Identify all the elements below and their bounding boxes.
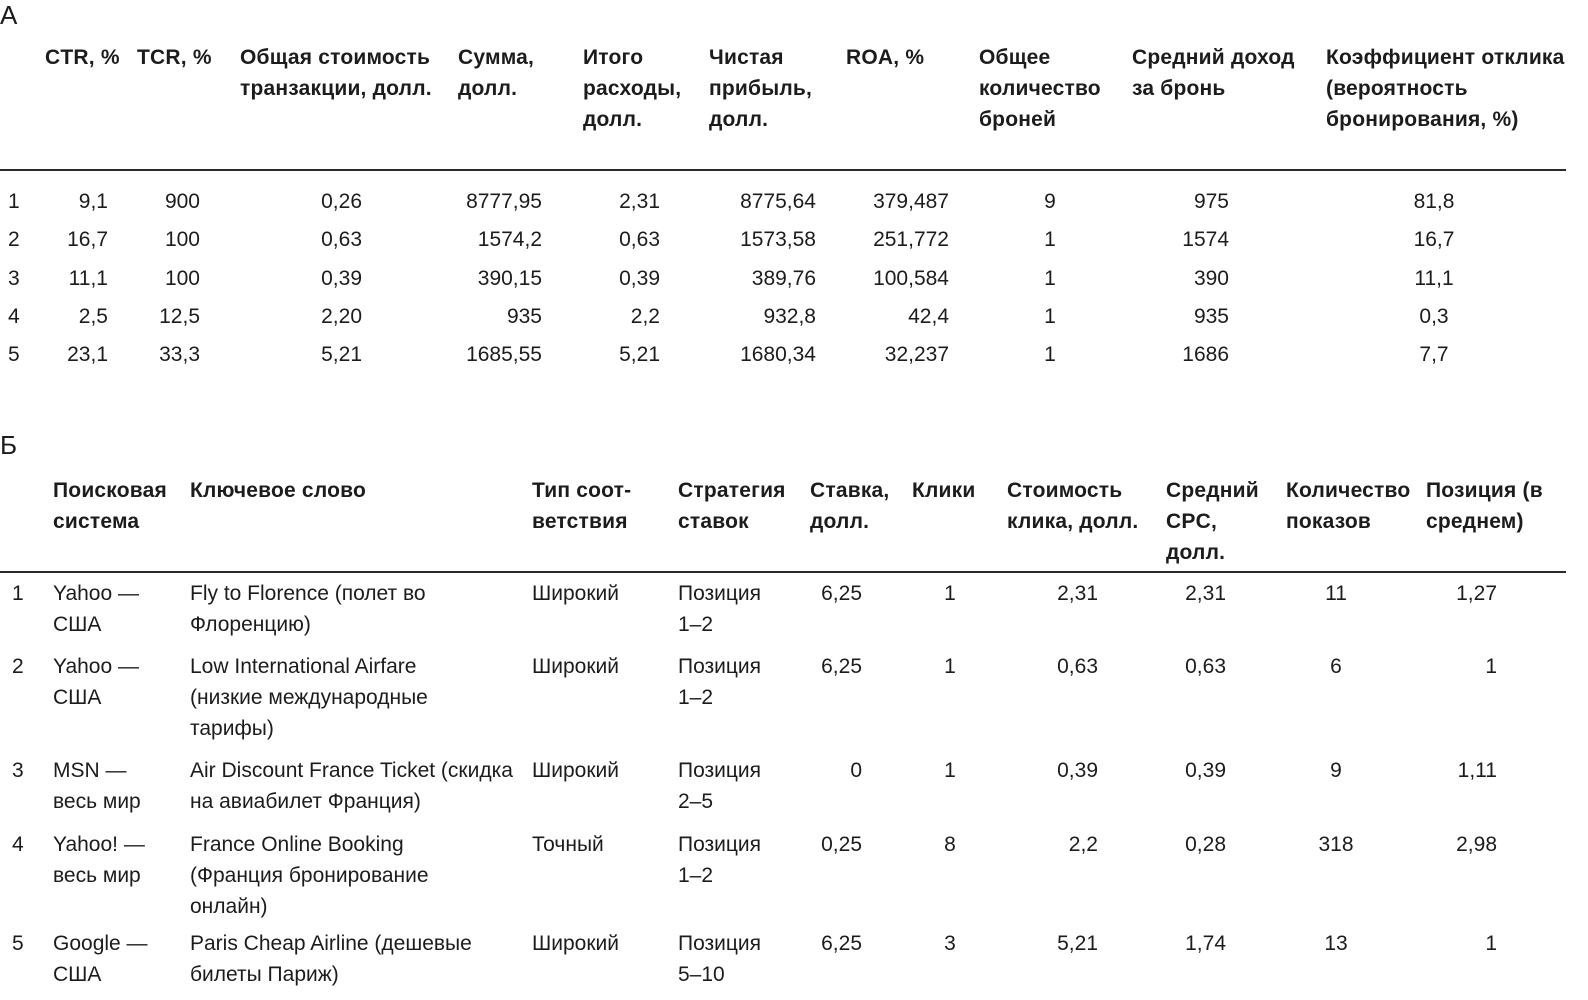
cell-expenses: 0,63 (619, 228, 660, 251)
cell-total-cost: 0,63 (321, 228, 362, 251)
cell-tcr: 100 (164, 228, 200, 251)
cell-avg-position: 2,98 (1456, 833, 1497, 856)
header-avg-income-per-booking: Средний доход за бронь (1132, 46, 1295, 100)
cell-match-type: Широкий (532, 582, 619, 605)
header-total-bookings: Общее количество броней (979, 46, 1101, 131)
cell-avg-cpc: 0,28 (1185, 833, 1226, 856)
cell-click-cost: 0,63 (1057, 655, 1098, 678)
cell-bid-strategy: Позиция 1–2 (678, 582, 762, 636)
header-click-cost: Стоимость клика, долл. (1007, 479, 1139, 533)
cell-bid: 6,25 (821, 655, 862, 678)
cell-net-profit: 1573,58 (740, 228, 816, 251)
cell-bookings: 1 (1044, 305, 1056, 328)
cell-avg-income: 1574 (1182, 228, 1229, 251)
cell-avg-income: 1686 (1182, 343, 1229, 366)
cell-sum: 390,15 (477, 267, 542, 290)
cell-avg-cpc: 1,74 (1185, 932, 1226, 955)
cell-ctr: 2,5 (78, 305, 108, 328)
cell-bid-strategy: Позиция 1–2 (678, 833, 762, 887)
row-number: 1 (8, 190, 20, 213)
cell-response-rate: 81,8 (1413, 190, 1455, 213)
cell-roa: 42,4 (908, 305, 949, 328)
cell-search-engine: MSN — весь мир (53, 759, 141, 813)
cell-sum: 935 (506, 305, 542, 328)
cell-bid: 0,25 (821, 833, 862, 856)
cell-keyword: Low International Airfare (низкие международные тарифы) (190, 655, 428, 740)
cell-search-engine: Google — США (53, 932, 148, 986)
cell-ctr: 11,1 (68, 267, 108, 290)
row-number: 2 (12, 655, 24, 678)
header-match-type: Тип соот-ветствия (532, 479, 632, 533)
cell-avg-income: 390 (1193, 267, 1229, 290)
row-number: 4 (8, 305, 20, 328)
cell-clicks: 8 (944, 833, 956, 856)
cell-sum: 8777,95 (466, 190, 542, 213)
cell-sum: 1685,55 (466, 343, 542, 366)
row-number: 3 (8, 267, 20, 290)
cell-response-rate: 0,3 (1419, 305, 1449, 328)
cell-avg-cpc: 2,31 (1185, 582, 1226, 605)
header-net-profit: Чистая прибыль, долл. (709, 46, 813, 131)
table-b-label: Б (0, 430, 18, 460)
table-a-divider (0, 169, 1566, 171)
cell-avg-position: 1,11 (1457, 759, 1497, 782)
cell-impressions: 11 (1325, 582, 1347, 605)
header-total-transaction-cost: Общая стоимость транзакции, долл. (240, 46, 432, 100)
cell-impressions: 13 (1324, 932, 1348, 955)
cell-impressions: 9 (1330, 759, 1342, 782)
cell-avg-position: 1,27 (1456, 582, 1497, 605)
cell-bookings: 1 (1044, 267, 1056, 290)
cell-bid: 6,25 (821, 582, 862, 605)
cell-expenses: 2,31 (619, 190, 660, 213)
cell-tcr: 100 (164, 267, 200, 290)
cell-sum: 1574,2 (477, 228, 542, 251)
row-number: 4 (12, 833, 24, 856)
cell-tcr: 33,3 (159, 343, 200, 366)
row-number: 5 (8, 343, 20, 366)
cell-match-type: Точный (532, 833, 604, 856)
cell-bid-strategy: Позиция 2–5 (678, 759, 762, 813)
row-number: 5 (12, 932, 24, 955)
cell-keyword: Fly to Florence (полет во Флоренцию) (190, 582, 426, 636)
cell-ctr: 16,7 (67, 228, 108, 251)
header-bid-strategy: Стратегия ставок (678, 479, 786, 533)
row-number: 2 (8, 228, 20, 251)
cell-clicks: 3 (944, 932, 956, 955)
cell-total-cost: 5,21 (321, 343, 362, 366)
cell-keyword: Air Discount France Ticket (скидка на авиабилет Франция) (190, 759, 513, 813)
cell-roa: 251,772 (873, 228, 949, 251)
cell-impressions: 318 (1318, 833, 1354, 856)
cell-match-type: Широкий (532, 655, 619, 678)
cell-total-cost: 2,20 (321, 305, 362, 328)
cell-net-profit: 389,76 (751, 267, 816, 290)
cell-avg-income: 975 (1193, 190, 1229, 213)
header-roa: ROA, % (846, 46, 925, 69)
cell-search-engine: Yahoo — США (53, 655, 139, 709)
header-ctr: CTR, % (45, 46, 120, 69)
cell-total-cost: 0,26 (321, 190, 362, 213)
cell-clicks: 1 (944, 759, 956, 782)
cell-avg-position: 1 (1485, 932, 1497, 955)
cell-net-profit: 1680,34 (740, 343, 816, 366)
cell-expenses: 2,2 (630, 305, 660, 328)
cell-clicks: 1 (944, 582, 956, 605)
cell-bookings: 9 (1044, 190, 1056, 213)
header-avg-cpc: Средний CPC, долл. (1166, 479, 1259, 564)
cell-tcr: 900 (164, 190, 200, 213)
cell-bid-strategy: Позиция 5–10 (678, 932, 762, 986)
cell-response-rate: 7,7 (1419, 343, 1449, 366)
header-total-expenses: Итого расходы, долл. (583, 46, 682, 131)
cell-click-cost: 0,39 (1057, 759, 1098, 782)
cell-expenses: 5,21 (619, 343, 660, 366)
cell-expenses: 0,39 (619, 267, 660, 290)
header-avg-position: Позиция (в среднем) (1426, 479, 1543, 533)
cell-ctr: 9,1 (78, 190, 108, 213)
cell-search-engine: Yahoo! — весь мир (53, 833, 145, 887)
cell-ctr: 23,1 (67, 343, 108, 366)
cell-roa: 379,487 (873, 190, 949, 213)
cell-avg-position: 1 (1485, 655, 1497, 678)
cell-click-cost: 5,21 (1057, 932, 1098, 955)
table-b-divider (0, 571, 1566, 573)
cell-match-type: Широкий (532, 932, 619, 955)
header-clicks: Клики (912, 479, 976, 502)
cell-keyword: Paris Cheap Airline (дешевые билеты Париж) (190, 932, 472, 986)
header-tcr: TCR, % (137, 46, 212, 69)
cell-avg-income: 935 (1193, 305, 1229, 328)
cell-avg-cpc: 0,39 (1185, 759, 1226, 782)
row-number: 1 (12, 582, 24, 605)
cell-keyword: France Online Booking (Франция бронирование онлайн) (190, 833, 429, 918)
cell-response-rate: 16,7 (1413, 228, 1455, 251)
header-response-rate: Коэффициент отклика (вероятность бронирования, %) (1326, 46, 1565, 131)
cell-bid: 6,25 (821, 932, 862, 955)
header-search-engine: Поисковая система (53, 479, 167, 533)
cell-avg-cpc: 0,63 (1185, 655, 1226, 678)
cell-bookings: 1 (1044, 228, 1056, 251)
cell-bid: 0 (850, 759, 862, 782)
cell-response-rate: 11,1 (1414, 267, 1454, 290)
cell-roa: 32,237 (884, 343, 949, 366)
header-keyword: Ключевое слово (190, 479, 366, 502)
cell-click-cost: 2,31 (1057, 582, 1098, 605)
cell-click-cost: 2,2 (1068, 833, 1098, 856)
row-number: 3 (12, 759, 24, 782)
cell-impressions: 6 (1330, 655, 1342, 678)
table-a-label: А (0, 0, 18, 30)
cell-net-profit: 932,8 (763, 305, 816, 328)
cell-total-cost: 0,39 (321, 267, 362, 290)
cell-net-profit: 8775,64 (740, 190, 816, 213)
cell-clicks: 1 (944, 655, 956, 678)
cell-roa: 100,584 (873, 267, 949, 290)
header-sum: Сумма, долл. (458, 46, 535, 100)
cell-bid-strategy: Позиция 1–2 (678, 655, 762, 709)
cell-tcr: 12,5 (159, 305, 200, 328)
cell-search-engine: Yahoo — США (53, 582, 139, 636)
header-impressions: Количество показов (1286, 479, 1411, 533)
cell-match-type: Широкий (532, 759, 619, 782)
cell-bookings: 1 (1044, 343, 1056, 366)
header-bid: Ставка, долл. (810, 479, 890, 533)
